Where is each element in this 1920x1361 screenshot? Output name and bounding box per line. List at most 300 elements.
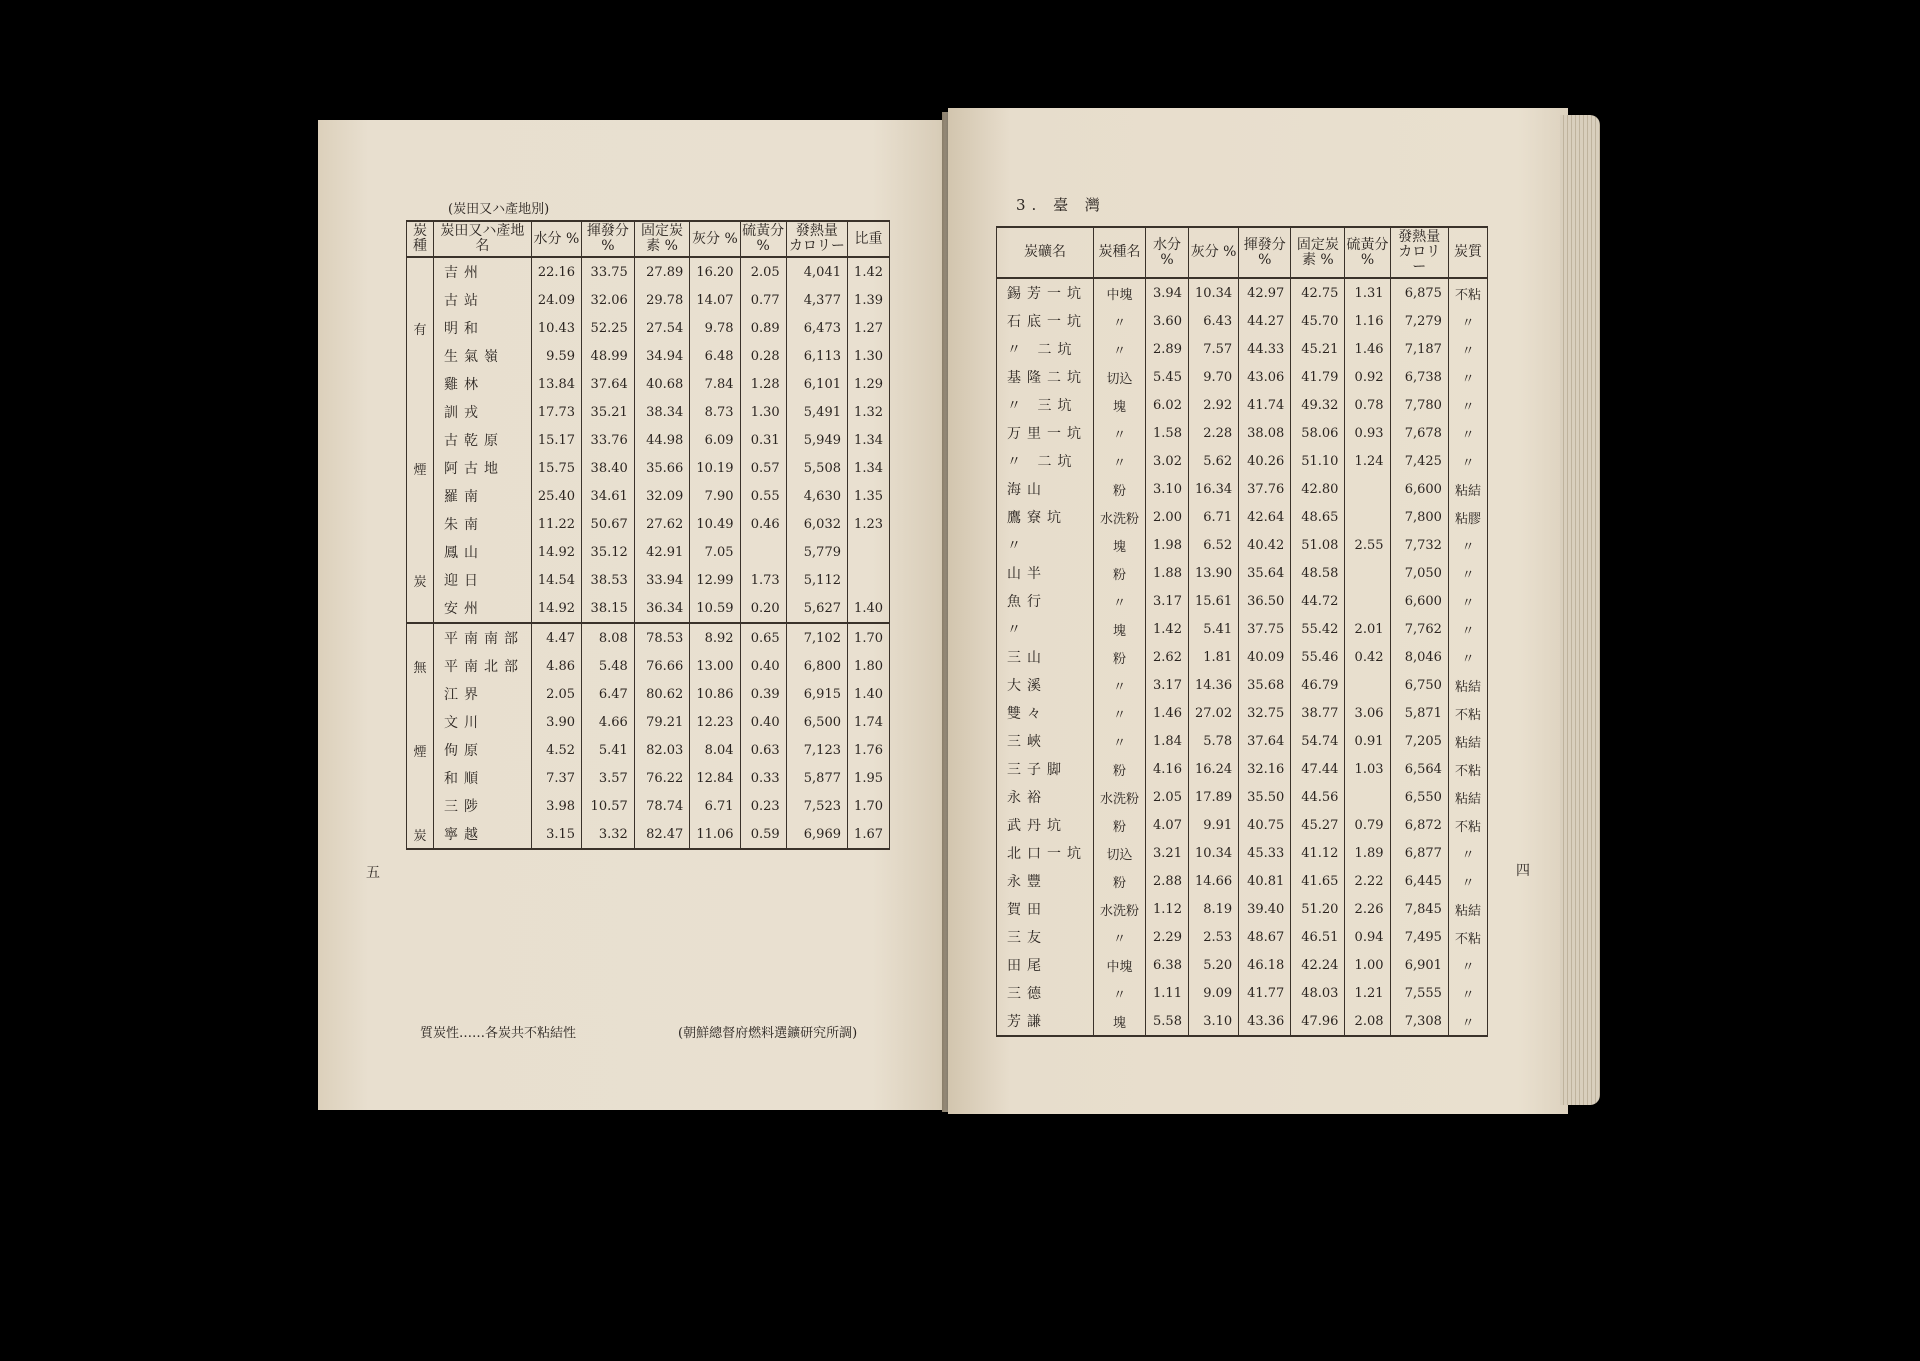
table-cell: 7,523 <box>786 792 847 820</box>
table-cell: 39.40 <box>1239 895 1291 923</box>
column-header: 固定炭素 % <box>634 221 690 257</box>
column-header: 炭田又ハ產地名 <box>434 221 532 257</box>
table-cell: 粘結 <box>1448 727 1487 755</box>
table-cell: 48.99 <box>582 342 635 370</box>
table-cell: 塊 <box>1094 1007 1146 1036</box>
table-cell: 48.03 <box>1291 979 1345 1007</box>
table-cell: 7,780 <box>1390 391 1448 419</box>
table-cell: 27.62 <box>634 510 690 538</box>
table-cell: 1.81 <box>1188 643 1238 671</box>
table-cell: 3.17 <box>1146 587 1189 615</box>
table-row <box>997 867 1488 895</box>
table-cell: 1.29 <box>848 370 890 398</box>
left-footnote-right: (朝鮮總督府燃料選鑛研究所調) <box>678 1026 858 1041</box>
table-row <box>407 370 890 398</box>
table-cell: 5,627 <box>786 594 847 623</box>
table-cell: 55.46 <box>1291 643 1345 671</box>
table-cell: 5.62 <box>1188 447 1238 475</box>
table-row <box>407 623 890 652</box>
table-cell: 8.92 <box>690 623 740 652</box>
table-row <box>407 510 890 538</box>
table-cell: 13.00 <box>690 652 740 680</box>
table-cell: 5,877 <box>786 764 847 792</box>
table-cell: 29.78 <box>634 286 690 314</box>
table-row <box>997 951 1488 979</box>
row-name-cell: 古站 <box>434 286 532 314</box>
table-row <box>997 447 1488 475</box>
table-cell: 2.55 <box>1345 531 1390 559</box>
row-name-cell: 北口一坑 <box>997 839 1094 867</box>
table-cell: 17.89 <box>1188 783 1238 811</box>
table-cell: 7,308 <box>1390 1007 1448 1036</box>
table-cell: 〃 <box>1094 671 1146 699</box>
table-cell: 不粘 <box>1448 278 1487 307</box>
table-cell: 7,123 <box>786 736 847 764</box>
row-name-cell: 鳳山 <box>434 538 532 566</box>
table-cell: 47.96 <box>1291 1007 1345 1036</box>
right-page <box>948 108 1568 1114</box>
row-name-cell: 明和 <box>434 314 532 342</box>
table-cell: 1.58 <box>1146 419 1189 447</box>
row-name-cell: 羅南 <box>434 482 532 510</box>
table-cell: 6,113 <box>786 342 847 370</box>
table-cell: 4.47 <box>531 623 581 652</box>
table-cell: 0.23 <box>740 792 786 820</box>
row-name-cell: 文川 <box>434 708 532 736</box>
table-cell: 13.84 <box>531 370 581 398</box>
table-cell: 6,445 <box>1390 867 1448 895</box>
table-cell: 〃 <box>1448 615 1487 643</box>
table-cell: 11.06 <box>690 820 740 849</box>
table-cell: 48.58 <box>1291 559 1345 587</box>
table-cell: 6,473 <box>786 314 847 342</box>
row-name-cell: 〃 三坑 <box>997 391 1094 419</box>
table-cell: 0.31 <box>740 426 786 454</box>
table-cell: 2.08 <box>1345 1007 1390 1036</box>
table-cell: 44.72 <box>1291 587 1345 615</box>
table-cell: 6.48 <box>690 342 740 370</box>
table-cell: 〃 <box>1448 643 1487 671</box>
table-row <box>997 363 1488 391</box>
table-cell: 6,750 <box>1390 671 1448 699</box>
table-row <box>407 257 890 286</box>
row-name-cell: 永豐 <box>997 867 1094 895</box>
table-cell: 16.20 <box>690 257 740 286</box>
coal-type-cell <box>407 764 434 792</box>
table-cell: 2.22 <box>1345 867 1390 895</box>
row-name-cell: 錫芳一坑 <box>997 278 1094 307</box>
coal-type-cell <box>407 792 434 820</box>
table-cell: 〃 <box>1448 531 1487 559</box>
table-cell: 〃 <box>1448 363 1487 391</box>
table-cell: 80.62 <box>634 680 690 708</box>
table-cell: 7.57 <box>1188 335 1238 363</box>
table-cell: 1.74 <box>848 708 890 736</box>
table-cell: 4,630 <box>786 482 847 510</box>
table-cell: 0.63 <box>740 736 786 764</box>
table-cell: 3.17 <box>1146 671 1189 699</box>
table-cell: 1.70 <box>848 623 890 652</box>
table-row <box>407 538 890 566</box>
table-cell: 2.88 <box>1146 867 1189 895</box>
table-cell: 10.34 <box>1188 839 1238 867</box>
table-cell: 2.53 <box>1188 923 1238 951</box>
table-cell: 42.64 <box>1239 503 1291 531</box>
table-cell: 10.59 <box>690 594 740 623</box>
table-cell: 35.64 <box>1239 559 1291 587</box>
table-cell: 45.21 <box>1291 335 1345 363</box>
column-header: 炭種名 <box>1094 227 1146 278</box>
table-cell: 43.06 <box>1239 363 1291 391</box>
table-cell: 51.20 <box>1291 895 1345 923</box>
table-cell: 10.34 <box>1188 278 1238 307</box>
table-cell: 40.26 <box>1239 447 1291 475</box>
table-cell: 〃 <box>1448 839 1487 867</box>
table-cell: 4.66 <box>582 708 635 736</box>
table-cell: 35.68 <box>1239 671 1291 699</box>
coal-type-cell <box>407 426 434 454</box>
table-cell: 0.92 <box>1345 363 1390 391</box>
table-cell: 3.21 <box>1146 839 1189 867</box>
left-header-note: (炭田又ハ產地別) <box>448 202 550 217</box>
table-cell: 2.89 <box>1146 335 1189 363</box>
table-cell: 1.30 <box>848 342 890 370</box>
table-cell: 〃 <box>1448 951 1487 979</box>
table-cell: 40.42 <box>1239 531 1291 559</box>
table-row <box>407 764 890 792</box>
row-name-cell: 雙々 <box>997 699 1094 727</box>
table-row <box>407 736 890 764</box>
table-cell: 7.90 <box>690 482 740 510</box>
table-cell: 2.62 <box>1146 643 1189 671</box>
table-cell: 12.99 <box>690 566 740 594</box>
table-cell: 45.70 <box>1291 307 1345 335</box>
table-cell: 7,555 <box>1390 979 1448 1007</box>
table-cell: 〃 <box>1094 335 1146 363</box>
column-header: 炭種 <box>407 221 434 257</box>
table-cell: 塊 <box>1094 391 1146 419</box>
table-cell: 6,877 <box>1390 839 1448 867</box>
column-header: 發熱量 カロリー <box>1390 227 1448 278</box>
table-cell: 48.67 <box>1239 923 1291 951</box>
table-cell: 5.41 <box>582 736 635 764</box>
table-cell: 10.57 <box>582 792 635 820</box>
table-cell: 6,901 <box>1390 951 1448 979</box>
table-cell: 8,046 <box>1390 643 1448 671</box>
table-cell: 〃 <box>1094 699 1146 727</box>
table-cell: 14.07 <box>690 286 740 314</box>
table-row <box>997 811 1488 839</box>
row-name-cell: 基隆二坑 <box>997 363 1094 391</box>
table-cell: 1.80 <box>848 652 890 680</box>
row-name-cell: 訓戎 <box>434 398 532 426</box>
table-row <box>997 419 1488 447</box>
table-row <box>997 503 1488 531</box>
table-cell: 塊 <box>1094 615 1146 643</box>
row-name-cell: 武丹坑 <box>997 811 1094 839</box>
row-name-cell: 生氣嶺 <box>434 342 532 370</box>
table-cell: 2.05 <box>740 257 786 286</box>
table-cell: 79.21 <box>634 708 690 736</box>
table-cell: 42.80 <box>1291 475 1345 503</box>
table-cell: 〃 <box>1448 587 1487 615</box>
table-cell: 33.94 <box>634 566 690 594</box>
table-cell: 42.97 <box>1239 278 1291 307</box>
table-cell: 〃 <box>1094 447 1146 475</box>
table-cell: 切込 <box>1094 363 1146 391</box>
table-cell: 5,871 <box>1390 699 1448 727</box>
table-cell: 0.20 <box>740 594 786 623</box>
page-edges <box>1560 115 1600 1105</box>
table-cell: 45.33 <box>1239 839 1291 867</box>
table-cell: 6,800 <box>786 652 847 680</box>
table-cell: 0.46 <box>740 510 786 538</box>
coal-type-cell <box>407 398 434 426</box>
table-cell: 3.32 <box>582 820 635 849</box>
table-cell: 38.15 <box>582 594 635 623</box>
table-cell: 4,377 <box>786 286 847 314</box>
row-name-cell: 吉州 <box>434 257 532 286</box>
table-cell: 5.20 <box>1188 951 1238 979</box>
table-cell: 6.52 <box>1188 531 1238 559</box>
table-cell: 0.77 <box>740 286 786 314</box>
table-cell: 1.42 <box>1146 615 1189 643</box>
table-cell: 10.49 <box>690 510 740 538</box>
row-name-cell: 雞林 <box>434 370 532 398</box>
table-cell: 1.32 <box>848 398 890 426</box>
table-row <box>407 680 890 708</box>
table-cell: 15.75 <box>531 454 581 482</box>
table-cell: 51.08 <box>1291 531 1345 559</box>
row-name-cell: 鷹寮坑 <box>997 503 1094 531</box>
table-cell: 46.51 <box>1291 923 1345 951</box>
table-cell: 6.71 <box>1188 503 1238 531</box>
row-name-cell: 〃 二坑 <box>997 335 1094 363</box>
table-row <box>997 615 1488 643</box>
table-cell: 5.45 <box>1146 363 1189 391</box>
table-cell: 7,205 <box>1390 727 1448 755</box>
table-cell: 37.76 <box>1239 475 1291 503</box>
table-cell: 切込 <box>1094 839 1146 867</box>
table-cell: 7.37 <box>531 764 581 792</box>
table-row <box>997 587 1488 615</box>
table-cell: 46.18 <box>1239 951 1291 979</box>
coal-type-cell <box>407 342 434 370</box>
table-cell: 6,564 <box>1390 755 1448 783</box>
table-cell: 32.16 <box>1239 755 1291 783</box>
column-header: 固定炭素 % <box>1291 227 1345 278</box>
table-cell: 45.27 <box>1291 811 1345 839</box>
table-cell: 42.75 <box>1291 278 1345 307</box>
table-cell: 27.54 <box>634 314 690 342</box>
table-cell: 38.08 <box>1239 419 1291 447</box>
row-name-cell: 〃 <box>997 615 1094 643</box>
table-cell <box>848 538 890 566</box>
table-cell: 0.42 <box>1345 643 1390 671</box>
table-cell: 2.00 <box>1146 503 1189 531</box>
table-cell: 粉 <box>1094 643 1146 671</box>
table-cell: 35.66 <box>634 454 690 482</box>
row-name-cell: 大溪 <box>997 671 1094 699</box>
table-cell: 1.30 <box>740 398 786 426</box>
table-cell: 1.98 <box>1146 531 1189 559</box>
right-coal-table <box>996 226 1488 1037</box>
table-cell: 5,949 <box>786 426 847 454</box>
table-cell: 6,550 <box>1390 783 1448 811</box>
table-cell: 16.24 <box>1188 755 1238 783</box>
column-header: 灰分 % <box>1188 227 1238 278</box>
table-cell: 2.01 <box>1345 615 1390 643</box>
table-cell: 1.40 <box>848 594 890 623</box>
table-cell: 0.55 <box>740 482 786 510</box>
coal-type-cell <box>407 623 434 652</box>
table-cell: 25.40 <box>531 482 581 510</box>
table-cell: 1.95 <box>848 764 890 792</box>
table-cell: 9.91 <box>1188 811 1238 839</box>
table-cell: 中塊 <box>1094 951 1146 979</box>
table-cell: 不粘 <box>1448 923 1487 951</box>
table-cell: 粘結 <box>1448 895 1487 923</box>
row-name-cell: 寧越 <box>434 820 532 849</box>
table-cell: 54.74 <box>1291 727 1345 755</box>
table-cell: 0.93 <box>1345 419 1390 447</box>
table-row <box>997 923 1488 951</box>
table-cell: 37.64 <box>1239 727 1291 755</box>
table-cell: 49.32 <box>1291 391 1345 419</box>
coal-type-cell <box>407 510 434 538</box>
table-cell: 7,187 <box>1390 335 1448 363</box>
coal-type-cell: 炭 <box>407 820 434 849</box>
table-cell: 0.65 <box>740 623 786 652</box>
table-cell: 粘結 <box>1448 671 1487 699</box>
table-cell: 1.67 <box>848 820 890 849</box>
table-cell: 55.42 <box>1291 615 1345 643</box>
table-row <box>997 979 1488 1007</box>
table-row <box>997 278 1488 307</box>
table-cell: 0.33 <box>740 764 786 792</box>
table-row <box>997 531 1488 559</box>
table-cell: 7,800 <box>1390 503 1448 531</box>
table-cell: 6,875 <box>1390 278 1448 307</box>
coal-type-cell <box>407 680 434 708</box>
row-name-cell: 平南北部 <box>434 652 532 680</box>
table-cell: 48.65 <box>1291 503 1345 531</box>
table-cell: 粉 <box>1094 559 1146 587</box>
left-coal-table <box>406 220 890 850</box>
table-cell: 3.98 <box>531 792 581 820</box>
table-cell: 32.75 <box>1239 699 1291 727</box>
table-cell: 粉 <box>1094 811 1146 839</box>
table-cell: 6,915 <box>786 680 847 708</box>
table-cell: 1.12 <box>1146 895 1189 923</box>
table-cell: 15.17 <box>531 426 581 454</box>
row-name-cell: 三子脚 <box>997 755 1094 783</box>
table-cell: 14.92 <box>531 538 581 566</box>
table-cell: 5.41 <box>1188 615 1238 643</box>
table-cell: 1.89 <box>1345 839 1390 867</box>
right-page-number: 四 <box>1516 863 1530 879</box>
table-cell: 38.40 <box>582 454 635 482</box>
coal-type-cell: 無 <box>407 652 434 680</box>
table-cell: 〃 <box>1094 587 1146 615</box>
table-cell: 4,041 <box>786 257 847 286</box>
table-row <box>997 895 1488 923</box>
table-cell: 10.86 <box>690 680 740 708</box>
table-cell: 38.34 <box>634 398 690 426</box>
table-cell: 34.94 <box>634 342 690 370</box>
table-cell: 2.29 <box>1146 923 1189 951</box>
table-cell: 10.19 <box>690 454 740 482</box>
left-page <box>318 120 948 1110</box>
table-cell: 1.16 <box>1345 307 1390 335</box>
table-cell: 3.60 <box>1146 307 1189 335</box>
coal-type-cell: 炭 <box>407 566 434 594</box>
table-cell: 粉 <box>1094 867 1146 895</box>
table-cell: 〃 <box>1094 727 1146 755</box>
table-cell: 1.39 <box>848 286 890 314</box>
table-cell: 3.10 <box>1188 1007 1238 1036</box>
table-cell: 0.89 <box>740 314 786 342</box>
row-name-cell: 芳謙 <box>997 1007 1094 1036</box>
table-cell: 1.31 <box>1345 278 1390 307</box>
row-name-cell: 朱南 <box>434 510 532 538</box>
table-cell: 6.02 <box>1146 391 1189 419</box>
table-cell: 8.19 <box>1188 895 1238 923</box>
table-cell: 16.34 <box>1188 475 1238 503</box>
table-cell: 38.77 <box>1291 699 1345 727</box>
table-cell: 粘結 <box>1448 475 1487 503</box>
table-cell: 9.09 <box>1188 979 1238 1007</box>
table-cell: 粘膠 <box>1448 503 1487 531</box>
table-cell: 41.77 <box>1239 979 1291 1007</box>
table-cell: 1.42 <box>848 257 890 286</box>
table-cell: 7,495 <box>1390 923 1448 951</box>
table-cell: 〃 <box>1448 559 1487 587</box>
table-cell: 〃 <box>1448 447 1487 475</box>
table-cell: 6,872 <box>1390 811 1448 839</box>
table-cell <box>1345 475 1390 503</box>
table-cell: 2.28 <box>1188 419 1238 447</box>
table-cell: 41.12 <box>1291 839 1345 867</box>
table-cell: 1.23 <box>848 510 890 538</box>
table-cell: 15.61 <box>1188 587 1238 615</box>
table-cell: 6,032 <box>786 510 847 538</box>
coal-type-cell <box>407 482 434 510</box>
table-row <box>997 391 1488 419</box>
table-row <box>407 792 890 820</box>
table-cell: 6,969 <box>786 820 847 849</box>
table-cell: 0.78 <box>1345 391 1390 419</box>
table-cell: 〃 <box>1448 979 1487 1007</box>
row-name-cell: 山半 <box>997 559 1094 587</box>
table-cell: 44.98 <box>634 426 690 454</box>
coal-type-cell <box>407 257 434 286</box>
table-cell: 0.94 <box>1345 923 1390 951</box>
row-name-cell: 和順 <box>434 764 532 792</box>
table-cell: 1.28 <box>740 370 786 398</box>
row-name-cell: 安州 <box>434 594 532 623</box>
table-cell: 1.11 <box>1146 979 1189 1007</box>
table-row <box>997 755 1488 783</box>
table-cell: 5.48 <box>582 652 635 680</box>
table-cell: 粘結 <box>1448 783 1487 811</box>
table-cell: 8.04 <box>690 736 740 764</box>
row-name-cell: 阿古地 <box>434 454 532 482</box>
column-header: 硫黃分 % <box>740 221 786 257</box>
table-cell: 40.81 <box>1239 867 1291 895</box>
table-cell: 33.76 <box>582 426 635 454</box>
row-name-cell: 賀田 <box>997 895 1094 923</box>
